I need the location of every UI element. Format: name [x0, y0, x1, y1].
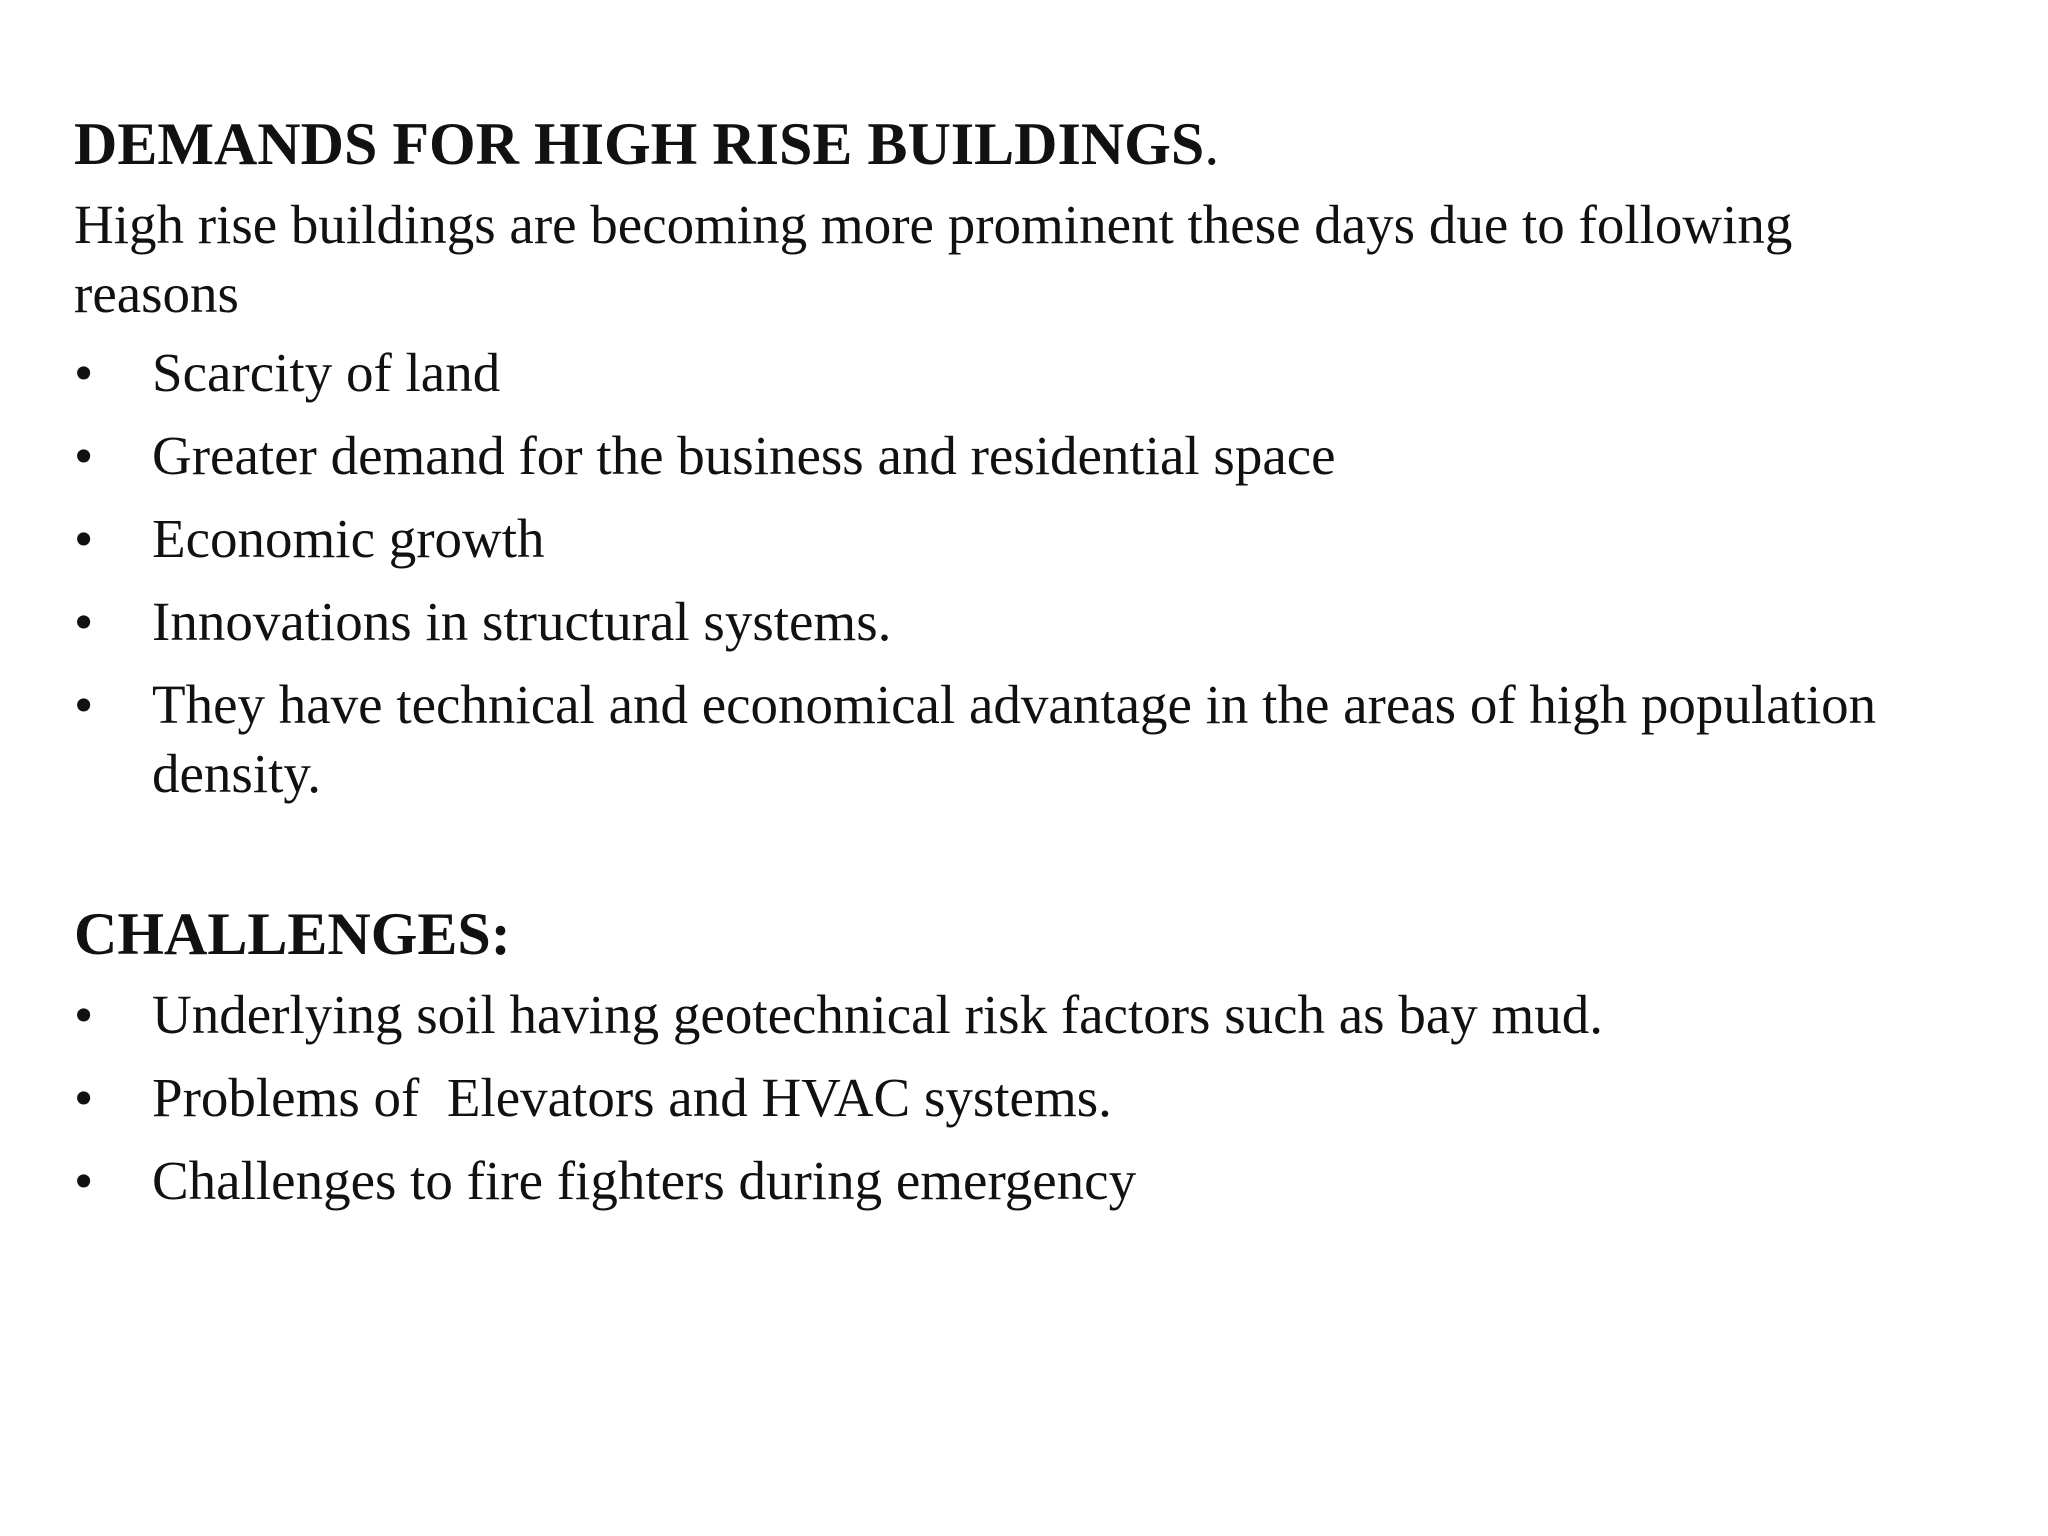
challenges-bullet-list [74, 980, 1974, 1215]
bullet-text: Problems of Elevators and HVAC systems. [152, 1067, 1112, 1128]
bullet-item [74, 980, 2032, 1049]
bullet-icon: • [74, 425, 94, 486]
bullet-icon: • [74, 508, 94, 569]
bullet-text: Scarcity of land [152, 342, 501, 403]
bullet-text: Innovations in structural systems. [152, 591, 892, 652]
bullet-icon: • [74, 674, 94, 735]
demands-heading-period: . [1204, 111, 1220, 177]
challenges-heading: CHALLENGES: [74, 901, 511, 967]
bullet-text: Economic growth [152, 508, 545, 569]
bullet-item [74, 338, 2032, 407]
bullet-item [74, 1063, 2032, 1132]
demands-heading-text: DEMANDS FOR HIGH RISE BUILDINGS [74, 111, 1205, 177]
demands-heading [74, 108, 1974, 180]
slide-content [74, 108, 1974, 1229]
bullet-text: They have technical and economical advantage in the areas of high population density. [152, 674, 1877, 804]
demands-intro-text: High rise buildings are becoming more prominent these days due to following reasons [74, 194, 1793, 324]
bullet-item [74, 421, 2032, 490]
bullet-icon: • [74, 1067, 94, 1128]
bullet-text: Greater demand for the business and residential space [152, 425, 1336, 486]
bullet-icon: • [74, 1150, 94, 1211]
bullet-text: Underlying soil having geotechnical risk factors such as bay mud. [152, 984, 1604, 1045]
bullet-icon: • [74, 591, 94, 652]
bullet-item [74, 1146, 2032, 1215]
bullet-item [74, 504, 2032, 573]
bullet-text: Challenges to fire fighters during emergency [152, 1150, 1137, 1211]
bullet-item [74, 670, 2032, 808]
demands-bullet-list [74, 338, 1974, 808]
bullet-icon: • [74, 342, 94, 403]
bullet-icon: • [74, 984, 94, 1045]
bullet-item [74, 587, 2032, 656]
